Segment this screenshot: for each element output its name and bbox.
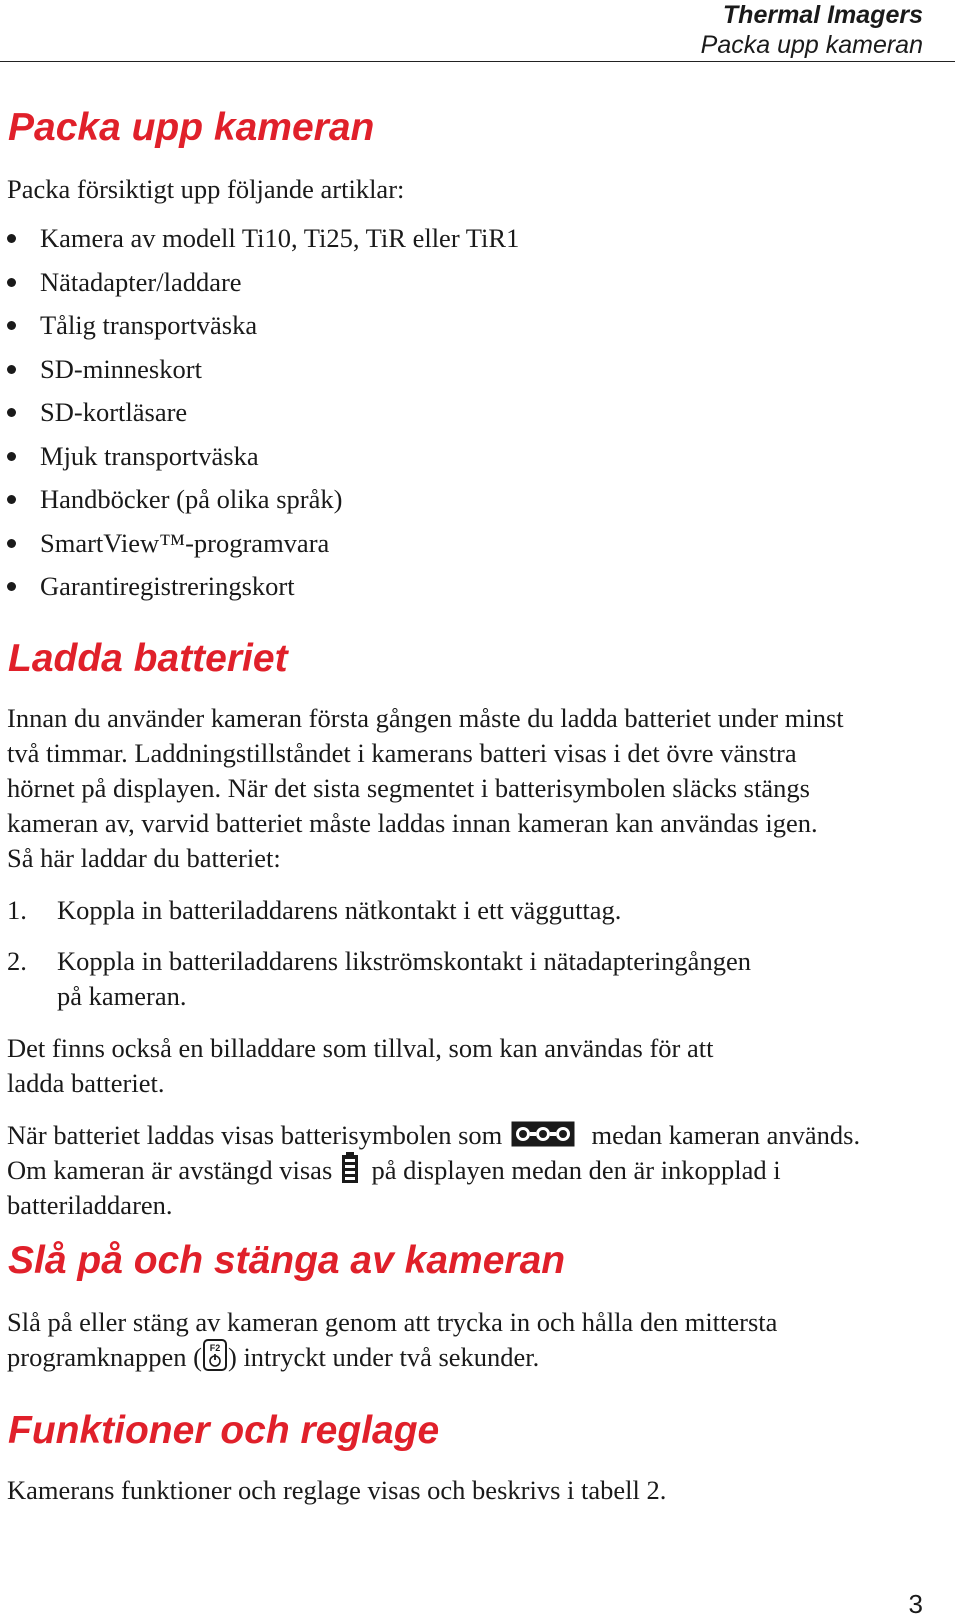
heading-features: Funktioner och reglage (8, 1409, 440, 1452)
step-text: Koppla in batteriladdarens nätkontakt i ett vägguttag. (57, 895, 622, 925)
charge-paragraph-line: Så här laddar du batteriet: (7, 843, 281, 873)
list-item-text: Handböcker (på olika språk) (40, 484, 343, 514)
battery-off-symbol-line-end: batteriladdaren. (7, 1190, 173, 1220)
power-line (7, 1339, 539, 1380)
battery-off-text-after: på displayen medan den är inkopplad i (364, 1155, 781, 1185)
features-line: Kamerans funktioner och reglage visas och beskrivs i tabell 2. (7, 1475, 667, 1505)
list-item-text: Tålig transportväska (40, 310, 258, 340)
bullet-icon (7, 495, 16, 504)
bullet-icon (7, 539, 16, 548)
charge-paragraph-line: två timmar. Laddningstillståndet i kamerans batteri visas i det övre vänstra (7, 738, 797, 768)
bullet-icon (7, 582, 16, 591)
bullet-icon (7, 365, 16, 374)
power-line: Slå på eller stäng av kameran genom att trycka in och hålla den mittersta (7, 1307, 778, 1337)
car-charger-line: ladda batteriet. (7, 1068, 165, 1098)
battery-off-text-before: Om kameran är avstängd visas (7, 1155, 339, 1185)
step-text: på kameran. (57, 981, 187, 1011)
bullet-icon (7, 234, 16, 243)
battery-charging-icon (511, 1120, 575, 1156)
charge-paragraph-line: Innan du använder kameran första gången måste du ladda batteriet under minst (7, 703, 844, 733)
list-item-text: SD-minneskort (40, 354, 202, 384)
power-text-after: ) intryckt under två sekunder. (228, 1342, 540, 1372)
list-item-text: Nätadapter/laddare (40, 267, 242, 297)
list-item-text: SD-kortläsare (40, 397, 188, 427)
power-text-before: programknappen ( (7, 1342, 202, 1372)
header-subtitle: Packa upp kameran (700, 31, 923, 59)
bullet-icon (7, 321, 16, 330)
bullet-icon (7, 408, 16, 417)
header-rule (0, 61, 955, 62)
charge-paragraph-line: hörnet på displayen. När det sista segmentet i batterisymbolen släcks stängs (7, 773, 810, 803)
charge-paragraph-line: kameran av, varvid batteriet måste laddas innan kameran kan användas igen. (7, 808, 818, 838)
list-item-text: SmartView™-programvara (40, 528, 330, 558)
f2-power-button-icon (203, 1339, 227, 1380)
battery-vertical-icon (341, 1152, 359, 1193)
bullet-icon (7, 278, 16, 287)
unpack-intro: Packa försiktigt upp följande artiklar: (7, 174, 405, 204)
header-title: Thermal Imagers (722, 1, 923, 29)
step-number: 2. (7, 946, 27, 976)
step-text: Koppla in batteriladdarens likströmskontakt i nätadapteringången (57, 946, 751, 976)
car-charger-line: Det finns också en billaddare som tillval, som kan användas för att (7, 1033, 714, 1063)
charging-symbol-line (7, 1117, 860, 1156)
running-header (701, 0, 923, 60)
list-item-text: Mjuk transportväska (40, 441, 259, 471)
step-number: 1. (7, 895, 27, 925)
f2-label: F2 (209, 1343, 221, 1354)
charging-symbol-text-after: medan kameran används. (584, 1120, 861, 1150)
bullet-icon (7, 452, 16, 461)
list-item-text: Garantiregistreringskort (40, 571, 295, 601)
charging-symbol-text-before: När batteriet laddas visas batterisymbolen som (7, 1120, 509, 1150)
heading-power: Slå på och stänga av kameran (8, 1239, 566, 1282)
heading-unpack: Packa upp kameran (8, 106, 375, 149)
page-number: 3 (908, 1589, 923, 1619)
heading-charge: Ladda batteriet (8, 637, 288, 680)
list-item-text: Kamera av modell Ti10, Ti25, TiR eller TiR1 (40, 223, 520, 253)
